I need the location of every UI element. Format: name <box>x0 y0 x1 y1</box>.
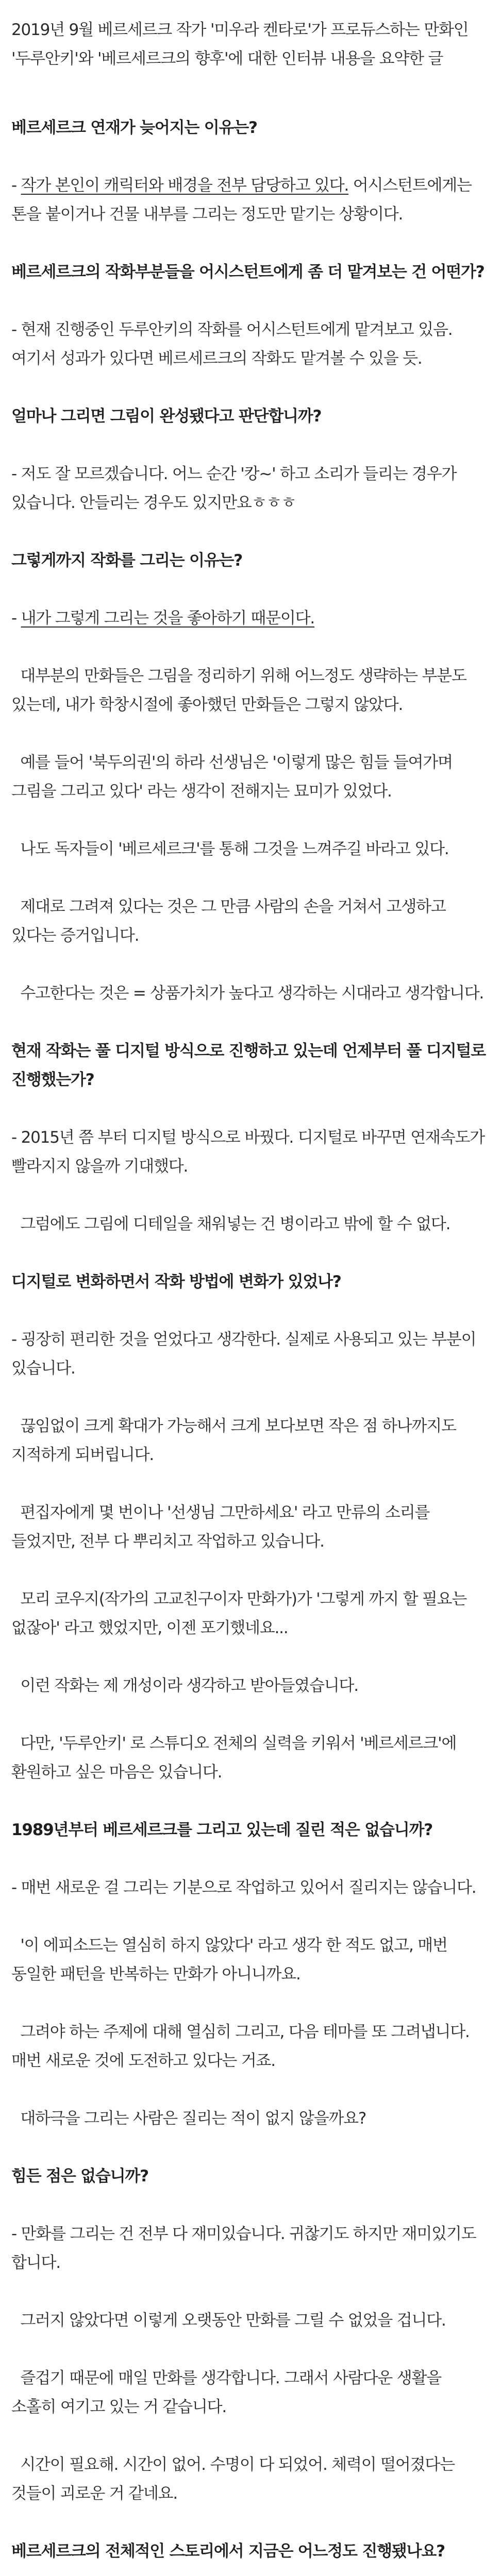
answer-paragraph <box>11 2450 490 2508</box>
question: 베르세르크의 작화부분들을 어시스턴트에게 좀 더 맡겨보는 건 어떤가? <box>11 263 485 281</box>
question: 그렇게까지 작화를 그리는 이유는? <box>11 551 243 570</box>
answer-paragraph <box>11 1671 490 1700</box>
answer-underlined: 작가 본인이 캐릭터와 배경을 전부 담당하고 있다. <box>21 176 349 195</box>
question: 얼마나 그리면 그림이 완성됐다고 판단합니까? <box>11 407 322 426</box>
question: 힘든 점은 없습니까? <box>11 2167 148 2185</box>
answer-paragraph <box>11 315 490 373</box>
answer-paragraph <box>11 892 490 950</box>
answer-paragraph <box>11 460 490 517</box>
question: 디지털로 변화하면서 작화 방법에 변화가 있었나? <box>11 1273 341 1291</box>
answer-paragraph <box>11 748 490 806</box>
qa-group <box>11 258 490 373</box>
answer-text: - 굉장히 편리한 것을 얻었다고 생각한다. 실제로 사용되고 있는 부분이 있습니다. <box>11 1330 481 1378</box>
answer-paragraph <box>11 662 490 719</box>
answer-paragraph <box>11 2018 490 2075</box>
answer-paragraph <box>11 1729 490 1787</box>
answer-text: 편집자에게 몇 번이나 '선생님 그만하세요' 라고 만류의 소리를 들었지만, 전부 다 뿌리치고 작업하고 있습니다. <box>11 1503 434 1551</box>
answer-paragraph <box>11 2364 490 2421</box>
answer-text: 수고한다는 것은 = 상품가치가 높다고 생각하는 시대라고 생각합니다. <box>11 984 484 1003</box>
answer-text: - 매번 새로운 걸 그리는 기분으로 작업하고 있어서 질리지는 않습니다. <box>11 1878 476 1897</box>
answer-paragraph <box>11 1123 490 1181</box>
answer-paragraph <box>11 1325 490 1383</box>
answer-text: - 현재 진행중인 두루안키의 작화를 어시스턴트에게 맡겨보고 있음. 여기서 성과가 있다면 베르세르크의 작화도 맡겨볼 수 있을 듯. <box>11 320 457 368</box>
answer-paragraph <box>11 2306 490 2335</box>
answer-text: 즐겁기 때문에 매일 만화를 생각합니다. 그래서 사람다운 생활을 소홀히 여기고 있는 거 같습니다. <box>11 2369 446 2416</box>
answer-text: - 저도 잘 모르겠습니다. 어느 순간 '캉~' 하고 소리가 들리는 경우가 있습니다. 안들리는 경우도 있지만요ㅎㅎㅎ <box>11 465 461 512</box>
qa-group <box>11 1267 490 1787</box>
answer-paragraph <box>11 2104 490 2133</box>
answer-text: 그려야 하는 주제에 대해 열심히 그리고, 다음 테마를 또 그려냅니다. 매번 새로운 것에 도전하고 있다는 거죠. <box>11 2023 474 2070</box>
answer-text: 예를 들어 '북두의권'의 하라 선생님은 '이렇게 많은 힘들 들여가며 그림을 그리고 있다' 라는 생각이 전해지는 묘미가 있었다. <box>11 753 457 801</box>
answer-text: 어시스턴트에게는 톤을 붙이거나 건물 내부를 그리는 정도만 맡기는 상황이다. <box>11 176 472 224</box>
answer-text: 그럼에도 그림에 디테일을 채워넣는 건 병이라고 밖에 할 수 없다. <box>11 1215 450 1233</box>
qa-group <box>11 1037 490 1239</box>
answer-paragraph <box>11 2219 490 2277</box>
answer-paragraph <box>11 1931 490 1989</box>
answer-text: 나도 독자들이 '베르세르크'를 통해 그것을 느껴주길 바라고 있다. <box>11 840 449 858</box>
qa-group <box>11 2162 490 2508</box>
qa-group <box>11 546 490 1008</box>
answer-text: - <box>11 176 21 195</box>
answer-paragraph <box>11 1498 490 1556</box>
answer-text: - 2015년 쯤 부터 디지털 방식으로 바꿨다. 디지털로 바꾸면 연재속도가 빨라지지 않을까 기대했다. <box>11 1128 489 1176</box>
qa-group <box>11 113 490 229</box>
qa-list <box>11 113 490 2576</box>
answer-paragraph <box>11 1585 490 1642</box>
answer-paragraph <box>11 979 490 1008</box>
answer-paragraph <box>11 604 490 633</box>
question: 1989년부터 베르세르크를 그리고 있는데 질린 적은 없습니까? <box>11 1821 432 1839</box>
intro-paragraph: 2019년 9월 베르세르크 작가 '미우라 켄타로'가 프로듀스하는 만화인 '두루안키'와 '베르세르크의 향후'에 대한 인터뷰 내용을 요약한 글 <box>11 21 469 68</box>
answer-paragraph <box>11 1873 490 1902</box>
question: 현재 작화는 풀 디지털 방식으로 진행하고 있는데 언제부터 풀 디지털로 진행했는가? <box>11 1042 486 1089</box>
answer-text: 다만, '두루안키' 로 스튜디오 전체의 실력을 키워서 '베르세르크'에 환원하고 싶은 마음은 있습니다. <box>11 1734 461 1782</box>
answer-text: - <box>11 609 21 628</box>
answer-text: 끊임없이 크게 확대가 가능해서 크게 보다보면 작은 점 하나까지도 지적하게 되버립니다. <box>11 1417 461 1464</box>
qa-group <box>11 402 490 517</box>
answer-paragraph <box>11 1412 490 1469</box>
answer-paragraph <box>11 171 490 229</box>
answer-text: 이런 작화는 제 개성이라 생각하고 받아들였습니다. <box>11 1676 358 1695</box>
question: 베르세르크 연재가 늦어지는 이유는? <box>11 118 257 137</box>
answer-text: 모리 코우지(작가의 고교친구이자 만화가)가 '그렇게 까지 할 필요는 없잖아' 라고 했었지만, 이젠 포기했네요... <box>11 1590 471 1637</box>
answer-text: 대하극을 그리는 사람은 질리는 적이 없지 않을까요? <box>11 2109 366 2128</box>
answer-text: 시간이 필요해. 시간이 없어. 수명이 다 되었어. 체력이 떨어졌다는 것들이 괴로운 거 같네요. <box>11 2455 459 2503</box>
answer-text: 제대로 그려져 있다는 것은 그 만큼 사람의 손을 거쳐서 고생하고 있다는 증거입니다. <box>11 897 450 945</box>
question: 베르세르크의 전체적인 스토리에서 지금은 어느정도 진행됐나요? <box>11 2542 445 2561</box>
answer-paragraph <box>11 835 490 863</box>
qa-group <box>11 1816 490 2133</box>
answer-underlined: 내가 그렇게 그리는 것을 좋아하기 때문이다. <box>21 609 314 628</box>
answer-text: '이 에피소드는 열심히 하지 않았다' 라고 생각 한 적도 없고, 매번 동일한 패턴을 반복하는 만화가 아니니까요. <box>11 1936 452 1984</box>
answer-text: - 만화를 그리는 건 전부 다 재미있습니다. 귀찮기도 하지만 재미있기도 합니다. <box>11 2225 481 2272</box>
answer-text: 그러지 않았다면 이렇게 오랫동안 만화를 그릴 수 없었을 겁니다. <box>11 2311 446 2330</box>
answer-text: 대부분의 만화들은 그림을 정리하기 위해 어느정도 생략하는 부분도 있는데, 내가 학창시절에 좋아했던 만화들은 그렇지 않았다. <box>11 667 471 714</box>
qa-group <box>11 2537 490 2576</box>
answer-paragraph <box>11 1210 490 1239</box>
